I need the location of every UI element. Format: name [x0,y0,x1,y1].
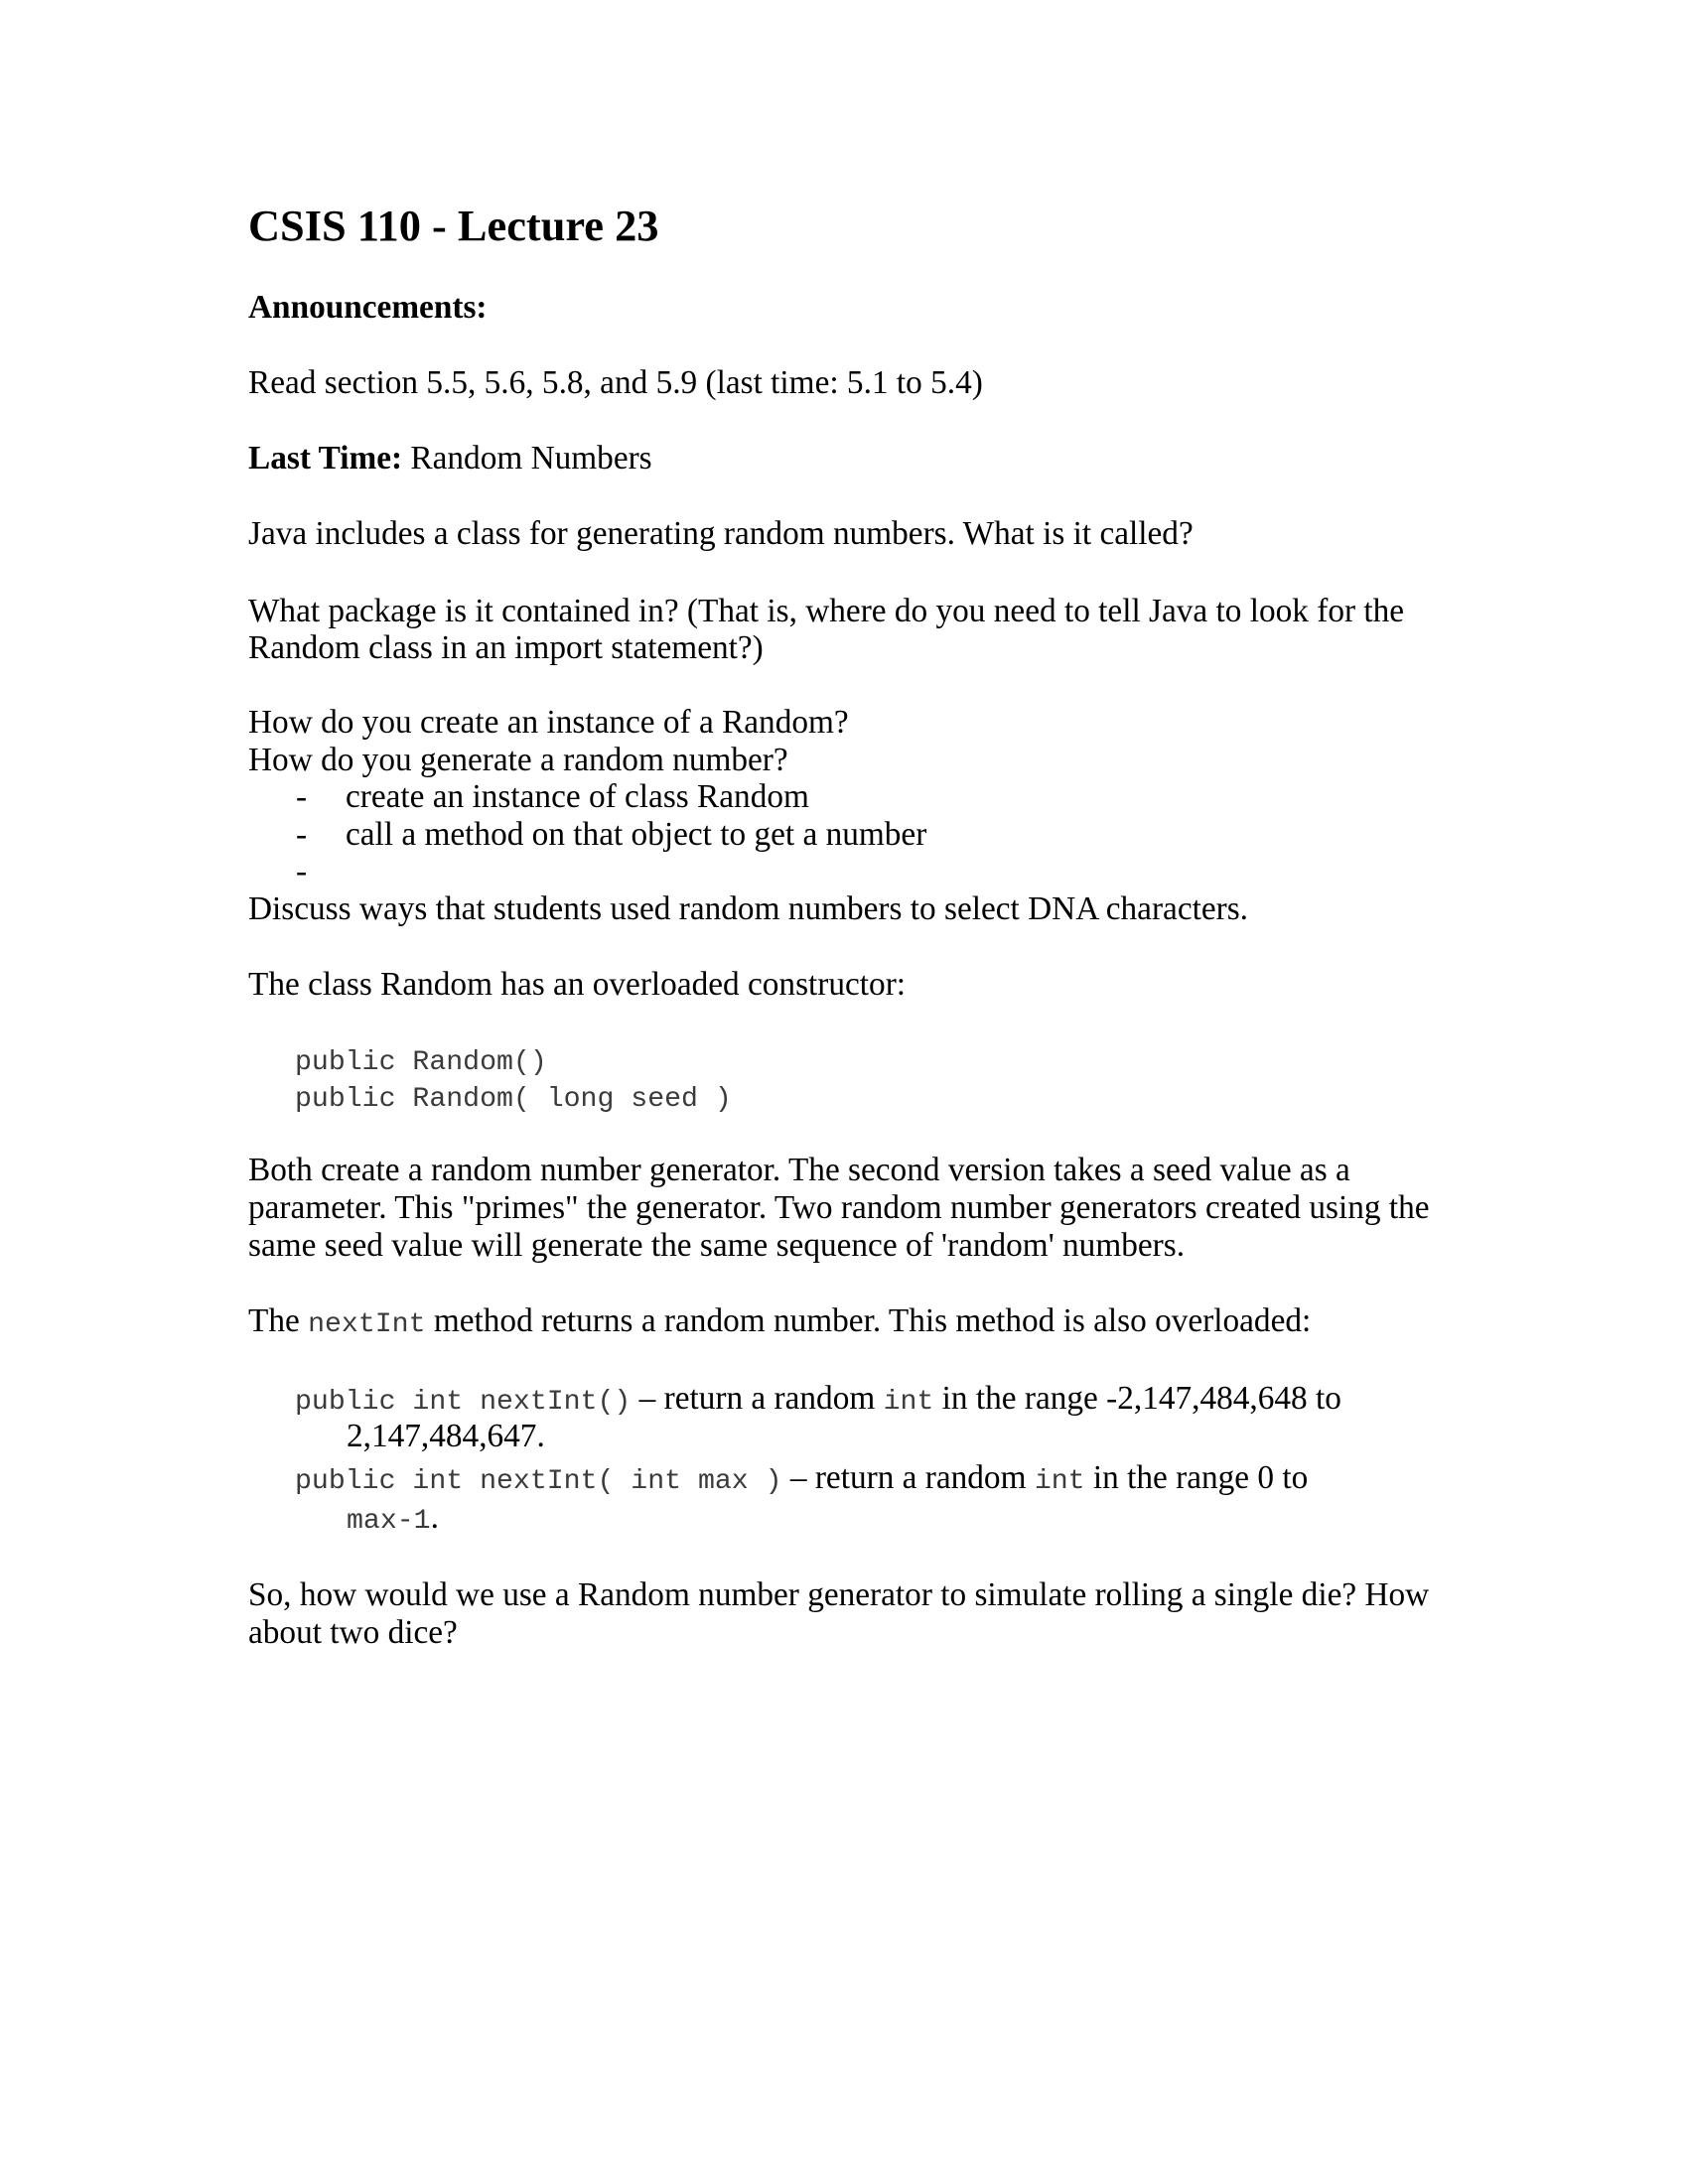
nextint-continuation-2 [347,1501,439,1536]
question-class-name: Java includes a class for generating random numbers. What is it called? [248,515,1194,552]
nextint-method-1 [295,1382,1341,1417]
nextint-continuation-code-2: max-1 [347,1506,431,1537]
constructor-signature-1: public Random() [295,1047,547,1078]
question-create-instance: How do you create an instance of a Random? [248,704,849,741]
dice-question-line-2: about two dice? [248,1614,458,1651]
nextint-continuation-suffix-2: . [430,1499,439,1536]
nextint-desc-after-2: in the range 0 to [1084,1459,1309,1496]
announcements-heading: Announcements: [248,289,488,326]
nextint-desc-after-1: in the range -2,147,484,648 to [933,1380,1341,1417]
bullet-dash-1: - [296,778,308,815]
nextint-signature-1: public int nextInt() [295,1387,632,1418]
constructor-intro: The class Random has an overloaded constructor: [248,966,907,1003]
bullet-dash-3: - [296,853,308,889]
question-package-line-2: Random class in an import statement?) [248,629,764,666]
constructor-line-2 [295,1079,732,1114]
seed-explanation-line-1: Both create a random number generator. The second version takes a seed value as a [248,1152,1350,1188]
nextint-intro-before: The [248,1302,309,1339]
reading-assignment: Read section 5.5, 5.6, 5.8, and 5.9 (last time: 5.1 to 5.4) [248,364,983,401]
nextint-type-2: int [1034,1466,1085,1497]
nextint-continuation-1: 2,147,484,647. [347,1418,545,1454]
dice-question-line-1: So, how would we use a Random number generator to simulate rolling a single die? How [248,1576,1430,1613]
nextint-intro-after: method returns a random number. This method is also overloaded: [425,1302,1312,1339]
nextint-signature-2: public int nextInt( int max ) [295,1466,782,1497]
step-item-2: call a method on that object to get a number [346,816,927,853]
nextint-intro-code: nextInt [308,1309,426,1340]
last-time-label: Last Time: [248,440,403,477]
nextint-desc-before-2: – return a random [781,1459,1035,1496]
nextint-intro [248,1304,1311,1339]
nextint-desc-before-1: – return a random [631,1380,884,1417]
bullet-dash-2: - [296,816,308,853]
page-title: CSIS 110 - Lecture 23 [248,201,659,250]
seed-explanation-line-3: same seed value will generate the same sequence of 'random' numbers. [248,1227,1186,1264]
nextint-type-1: int [883,1387,934,1418]
question-package-line-1: What package is it contained in? (That is, where do you need to tell Java to look for the [248,593,1405,629]
step-item-1: create an instance of class Random [346,778,809,815]
constructor-signature-2: public Random( long seed ) [295,1084,732,1115]
seed-explanation-line-2: parameter. This "primes" the generator. Two random number generators created using the [248,1189,1430,1226]
last-time-topic: Random Numbers [402,440,652,477]
constructor-line-1 [295,1042,547,1077]
question-generate: How do you generate a random number? [248,742,788,778]
last-time-line [248,442,652,475]
nextint-method-2 [295,1461,1308,1496]
discuss-line: Discuss ways that students used random numbers to select DNA characters. [248,890,1249,927]
